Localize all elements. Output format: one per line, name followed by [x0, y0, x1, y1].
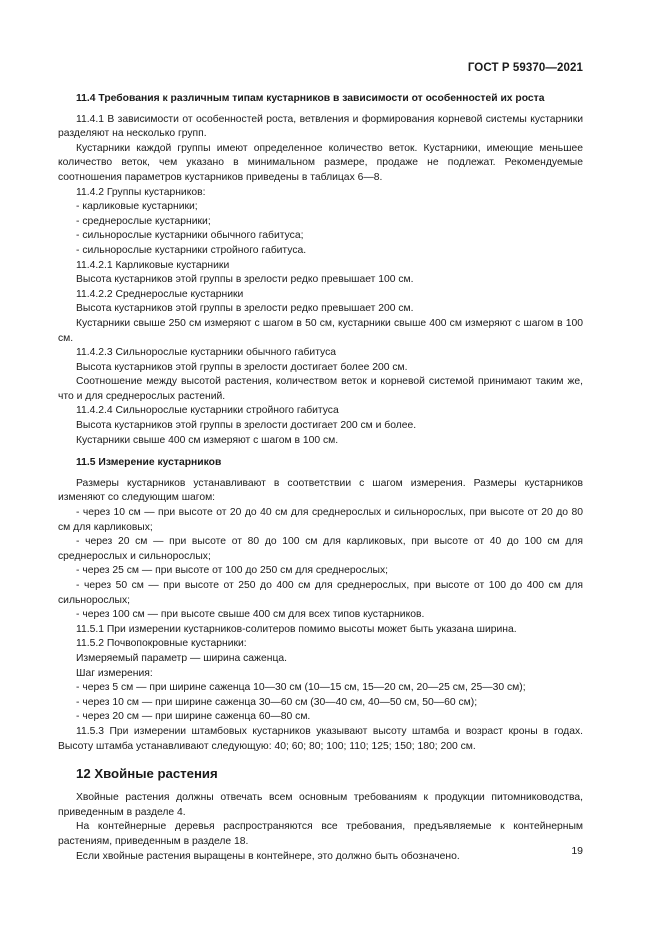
paragraph: Высота кустарников этой группы в зрелости редко превышает 100 см.	[76, 274, 414, 286]
paragraph: Кустарники каждой группы имеют определенное количество веток. Кустарники, имеющие меньшее количество веток, чем указано в минимальном размере, продаже не подлежат. Рекомендуемые соотношения параметров кустарников приведены в таблицах 6—8.	[58, 142, 583, 183]
page-content	[58, 92, 583, 864]
list-item: - через 5 см — при ширине саженца 10—30 см (10—15 см, 15—20 см, 20—25 см, 25—30 см);	[76, 682, 526, 694]
section-11-4-title: 11.4 Требования к различным типам кустарников в зависимости от особенностей их роста	[76, 93, 545, 104]
section-11-5-body	[58, 477, 583, 754]
paragraph: 11.4.2 Группы кустарников:	[76, 186, 206, 198]
paragraph: Если хвойные растения выращены в контейнере, это должно быть обозначено.	[76, 850, 460, 862]
paragraph: Шаг измерения:	[76, 667, 153, 679]
paragraph: Высота кустарников этой группы в зрелости достигает 200 см и более.	[76, 420, 417, 432]
paragraph: Хвойные растения должны отвечать всем основным требованиям к продукции питомниководства, приведенным в разделе 4.	[58, 792, 583, 818]
document-code: ГОСТ Р 59370—2021	[467, 62, 583, 74]
list-item: - через 10 см — при ширине саженца 30—60 см (30—40 см, 40—50 см, 50—60 см);	[76, 696, 478, 708]
list-item: - через 25 см — при высоте от 100 до 250 см для среднерослых;	[76, 565, 389, 577]
list-item: - среднерослые кустарники;	[76, 215, 211, 227]
page-number: 19	[571, 845, 583, 857]
section-11-5-title: 11.5 Измерение кустарников	[76, 457, 222, 469]
chapter-12-title: 12 Хвойные растения	[76, 766, 218, 782]
list-item: - сильнорослые кустарники стройного габитуса.	[76, 244, 307, 256]
section-11-4-body	[58, 113, 583, 449]
paragraph: 11.4.2.2 Среднерослые кустарники	[76, 288, 244, 300]
list-item: - через 20 см — при высоте от 80 до 100 см для карликовых, при высоте от 40 до 100 см для среднерослых и сильнорослых;	[58, 536, 583, 562]
paragraph: 11.5.2 Почвопокровные кустарники:	[76, 638, 247, 650]
list-item: - через 10 см — при высоте от 20 до 40 см для среднерослых и сильнорослых, при высоте от 20 до 80 см для карликовых;	[58, 507, 583, 533]
list-item: - через 50 см — при высоте от 250 до 400 см для среднерослых, при высоте от 100 до 400 см для сильнорослых;	[58, 580, 583, 606]
paragraph: Кустарники свыше 400 см измеряют с шагом в 100 см.	[76, 434, 339, 446]
paragraph: 11.4.2.1 Карликовые кустарники	[76, 259, 230, 271]
paragraph: Соотношение между высотой растения, количеством веток и корневой системой принимают таким же, что и для среднерослых растений.	[58, 376, 583, 402]
paragraph: Кустарники свыше 250 см измеряют с шагом в 50 см, кустарники свыше 400 см измеряют с шагом в 100 см.	[58, 317, 583, 344]
list-item: - через 100 см — при высоте свыше 400 см для всех типов кустарников.	[76, 609, 425, 621]
paragraph: Измеряемый параметр — ширина саженца.	[76, 652, 287, 664]
list-item: - через 20 см — при ширине саженца 60—80 см.	[76, 711, 311, 723]
paragraph: 11.5.3 При измерении штамбовых кустарников указывают высоту штамба и возраст кроны в годах. Высоту штамба устанавливают следующую: 40; 60; 80; 100; 110; 125; 150; 180; 200 см.	[58, 725, 583, 752]
paragraph: 11.4.2.4 Сильнорослые кустарники стройного габитуса	[76, 405, 339, 417]
paragraph: 11.4.1 В зависимости от особенностей роста, ветвления и формирования корневой системы кустарники разделяют на несколько групп.	[58, 113, 583, 140]
paragraph: 11.4.2.3 Сильнорослые кустарники обычного габитуса	[76, 347, 337, 359]
list-item: - сильнорослые кустарники обычного габитуса;	[76, 230, 304, 242]
paragraph: Размеры кустарников устанавливают в соответствии с шагом измерения. Размеры кустарников изменяют со следующим шагом:	[58, 477, 583, 504]
paragraph: 11.5.1 При измерении кустарников-солитеров помимо высоты может быть указана ширина.	[76, 623, 517, 635]
paragraph: Высота кустарников этой группы в зрелости достигает более 200 см.	[76, 361, 408, 373]
paragraph: На контейнерные деревья распространяются все требования, предъявляемые к контейнерным растениям, приведенным в разделе 18.	[58, 821, 583, 847]
list-item: - карликовые кустарники;	[76, 201, 198, 213]
chapter-12-body	[58, 791, 583, 864]
paragraph: Высота кустарников этой группы в зрелости редко превышает 200 см.	[76, 303, 414, 315]
